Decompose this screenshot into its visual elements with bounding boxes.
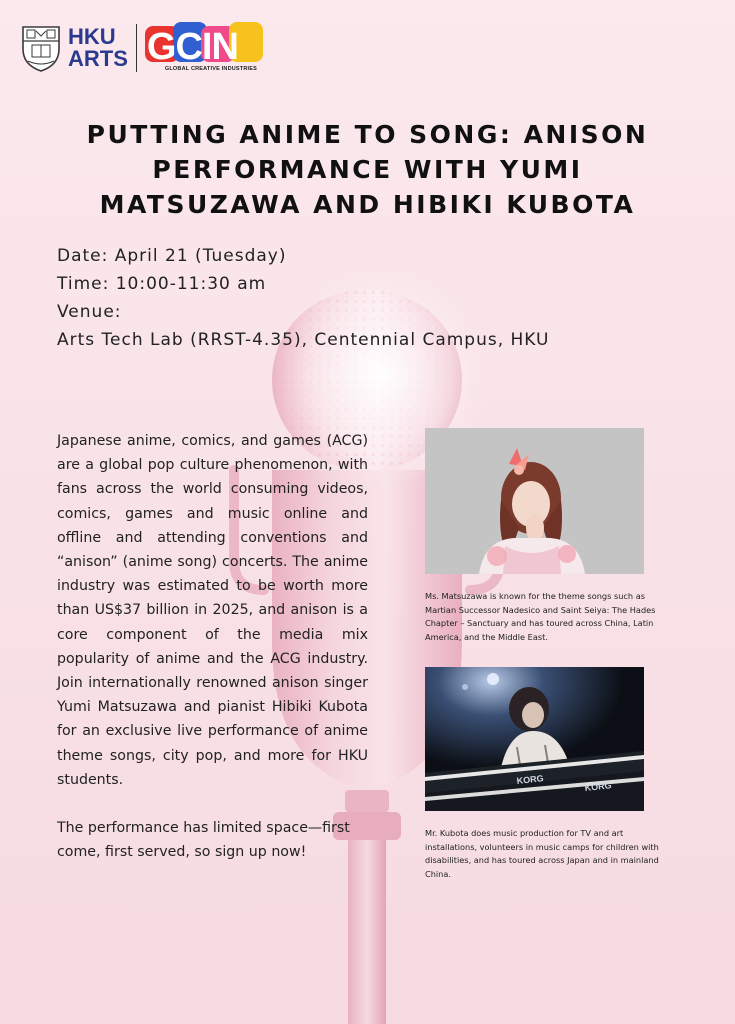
logo-divider xyxy=(136,24,137,72)
gcin-logo xyxy=(145,20,267,76)
event-title-line: PERFORMANCE WITH YUMI xyxy=(152,155,583,184)
logo-gcin-subtitle: GLOBAL CREATIVE INDUSTRIES xyxy=(164,66,257,72)
kubota-photo xyxy=(425,667,644,811)
event-title-line: MATSUZAWA AND HIBIKI KUBOTA xyxy=(99,190,636,219)
event-date: Date: April 21 (Tuesday) xyxy=(57,246,287,266)
matsuzawa-portrait xyxy=(425,428,644,574)
description-paragraph: Japanese anime, comics, and games (ACG) are a global pop culture phenomenon, with fans across the world consuming videos, comics, games and music online and offline and attending conventions and “anison” (anime song) concerts. The anime industry was estimated to be worth more than US$37 billion in 2025, and anison is a core component of the media mix popularity of anime and the ACG industry. Join internationally renowned anison singer Yumi Matsuzawa and pianist Hibiki Kubota for an exclusive live performance of anime theme songs, city pop, and more for HKU students. xyxy=(57,433,368,788)
matsuzawa-photo xyxy=(425,428,644,574)
matsuzawa-caption: Ms. Matsuzawa is known for the theme songs such as Martian Successor Nadesico and Saint Seiya: The Hades Chapter – Sanctuary and has toured across China, Latin America, and the Middle East. xyxy=(425,591,656,642)
hku-crest-icon xyxy=(20,23,62,73)
event-title-line: PUTTING ANIME TO SONG: ANISON xyxy=(86,120,649,149)
logo-arts-text: ARTS xyxy=(68,46,128,71)
logo-gcin-text: GCIN xyxy=(146,26,238,68)
event-venue-label: Venue: xyxy=(57,302,122,322)
hku-arts-logo xyxy=(68,26,128,70)
event-time: Time: 10:00-11:30 am xyxy=(57,274,267,294)
keyboard-brand-text-2: KORG xyxy=(584,780,613,793)
event-title xyxy=(50,117,685,222)
keyboard-brand-text: KORG xyxy=(516,773,545,786)
event-description xyxy=(57,429,368,864)
header-logos xyxy=(20,18,267,78)
kubota-portrait xyxy=(425,667,644,811)
signup-note: The performance has limited space—first come, first served, so sign up now! xyxy=(57,820,350,861)
logo-hku-text: HKU xyxy=(68,24,116,49)
event-venue: Arts Tech Lab (RRST-4.35), Centennial Campus, HKU xyxy=(57,330,550,350)
kubota-caption: Mr. Kubota does music production for TV and art installations, volunteers in music camps for children with disabilities, and has toured across Japan and in mainland China. xyxy=(425,828,659,879)
event-details xyxy=(57,242,549,354)
